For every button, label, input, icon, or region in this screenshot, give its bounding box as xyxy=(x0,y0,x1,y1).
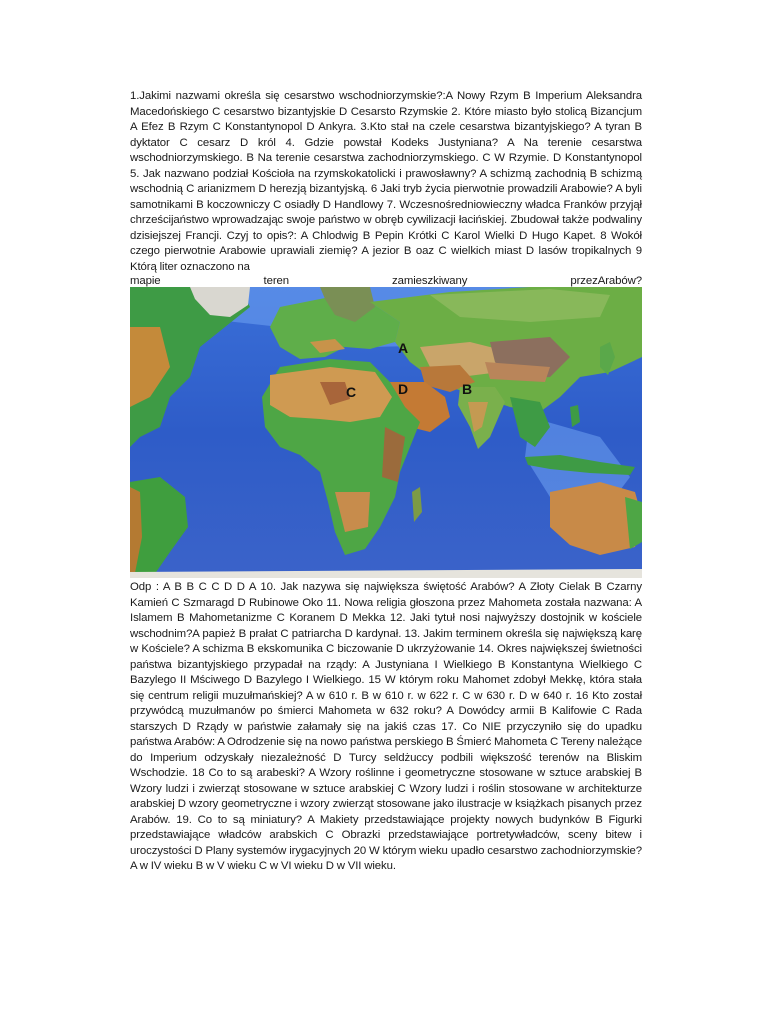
map-marker-c: C xyxy=(346,384,357,400)
tail-word: przezArabów? xyxy=(570,275,642,287)
relief-map xyxy=(130,287,642,578)
questions-1-9-text: 1.Jakimi nazwami określa się cesarstwo wschodniorzymskie?:A Nowy Rzym B Imperium Aleksandra Macedońskiego C cesarstwo bizantyjskie D Cesarsto Rzymskie 2. Które miasto było stolicą Bizancjum A Efez B Rzym C Konstantynopol D Ankyra. 3.Kto stał na czele cesarstwa bizantyjskiego? A tyran B dyktator C cesarz D król 4. Gdzie powstał Kodeks Justyniana? A Na terenie cesarstwa wschodniorzymskiego. B Na terenie cesarstwa zachodniorzymskiego. C W Rzymie. D Konstantynopol 5. Jak nazwano podział Kościoła na rzymskokatolicki i prawosławny? A schizmą zachodnią B schizmą wschodnią C arianizmem D herezją bizantyjską. 6 Jaki tryb życia pierwotnie prowadzili Arabowie? A byli samotnikami B koczowniczy C osiadły D Handlowy 7. Wczesnośredniowieczny władca Franków przyjął chrześcijaństwo wprowadzając swoje państwo w obręb cywilizacji łacińskiej. Zbudował także podwaliny dzisiejszej Francji. Czyj to opis?: A Chlodwig B Pepin Krótki C Karol Wielki D Hugo Kapet. 8 Wokół czego pierwotnie Arabowie uprawiali ziemię? A jezior B oaz C wielkich miast D lasów tropikalnych 9 Którą liter oznaczono na xyxy=(130,90,642,273)
map-marker-b: B xyxy=(462,381,473,397)
tail-word: zamieszkiwany xyxy=(392,275,468,287)
map-marker-d: D xyxy=(398,381,409,397)
tail-word: mapie xyxy=(130,275,161,287)
answers-and-questions-10-20-text: Odp : A B B C C D D A 10. Jak nazywa się największa świętość Arabów? A Złoty Cielak B Czarny Kamień C Szmaragd D Rubinowe Oko 11. Nowa religia głoszona przez Mahometa została nazwana: A Islamem B Mahometanizme C Koranem D Mekka 12. Jaki tytuł nosi najwyższy dostojnik w kościele wschodnim?A papież B prałat C patriarcha D kardynał. 13. Jakim terminem określa się największą karę w Kościele? A schizma B ekskomunika C biczowanie D ukrzyżowanie 14. Okres największej świetności państwa bizantyjskiego przypadał na rządy: A Justyniana I Wielkiego B Konstantyna Wielkiego C Bazylego II Mściwego D Bazylego I Wielkiego. 15 W którym roku Mahomet zdobył Mekkę, która stała się centrum religii muzułmańskiej? A w 610 r. B w 610 r. w 622 r. C w 630 r. D w 640 r. 16 Kto został przywódcą muzułmanów po śmierci Mahometa w 632 roku? A Dowódcy armii B Kalifowie C Rada starszych D Rządy w państwie załamały się na jakiś czas 17. Co NIE przyczyniło się do upadku państwa Arabów: A Odrodzenie się na nowo państwa perskiego B Śmierć Mahometa C Tereny należące do Imperium odzyskały niezależność D Turcy seldżuccy podbili większość terenów na Bliskim Wschodzie. 18 Co to są arabeski? A Wzory roślinne i geometryczne stosowane w sztuce arabskiej B Wzory ludzi i zwierząt stosowane w sztuce arabskiej C Wzory ludzi i roślin stosowane w architekturze arabskiej D wzory geometryczne i wzory zwierząt stosowane jako ilustracje w książkach pisanych przez Arabów. 19. Co to są miniatury? A Makiety przedstawiające projekty nowych budynków B Figurki przedstawiające władców arabskich C Obrazki przedstawiające portretywładców, sceny bitew i uroczystości D Plany systemów irygacyjnych 20 W którym wieku upadło cesarstwo zachodniorzymskie? A w IV wieku B w V wieku C w VI wieku D w VII wieku. xyxy=(130,581,642,872)
tail-word: teren xyxy=(263,275,290,287)
map-marker-a: A xyxy=(398,340,409,356)
